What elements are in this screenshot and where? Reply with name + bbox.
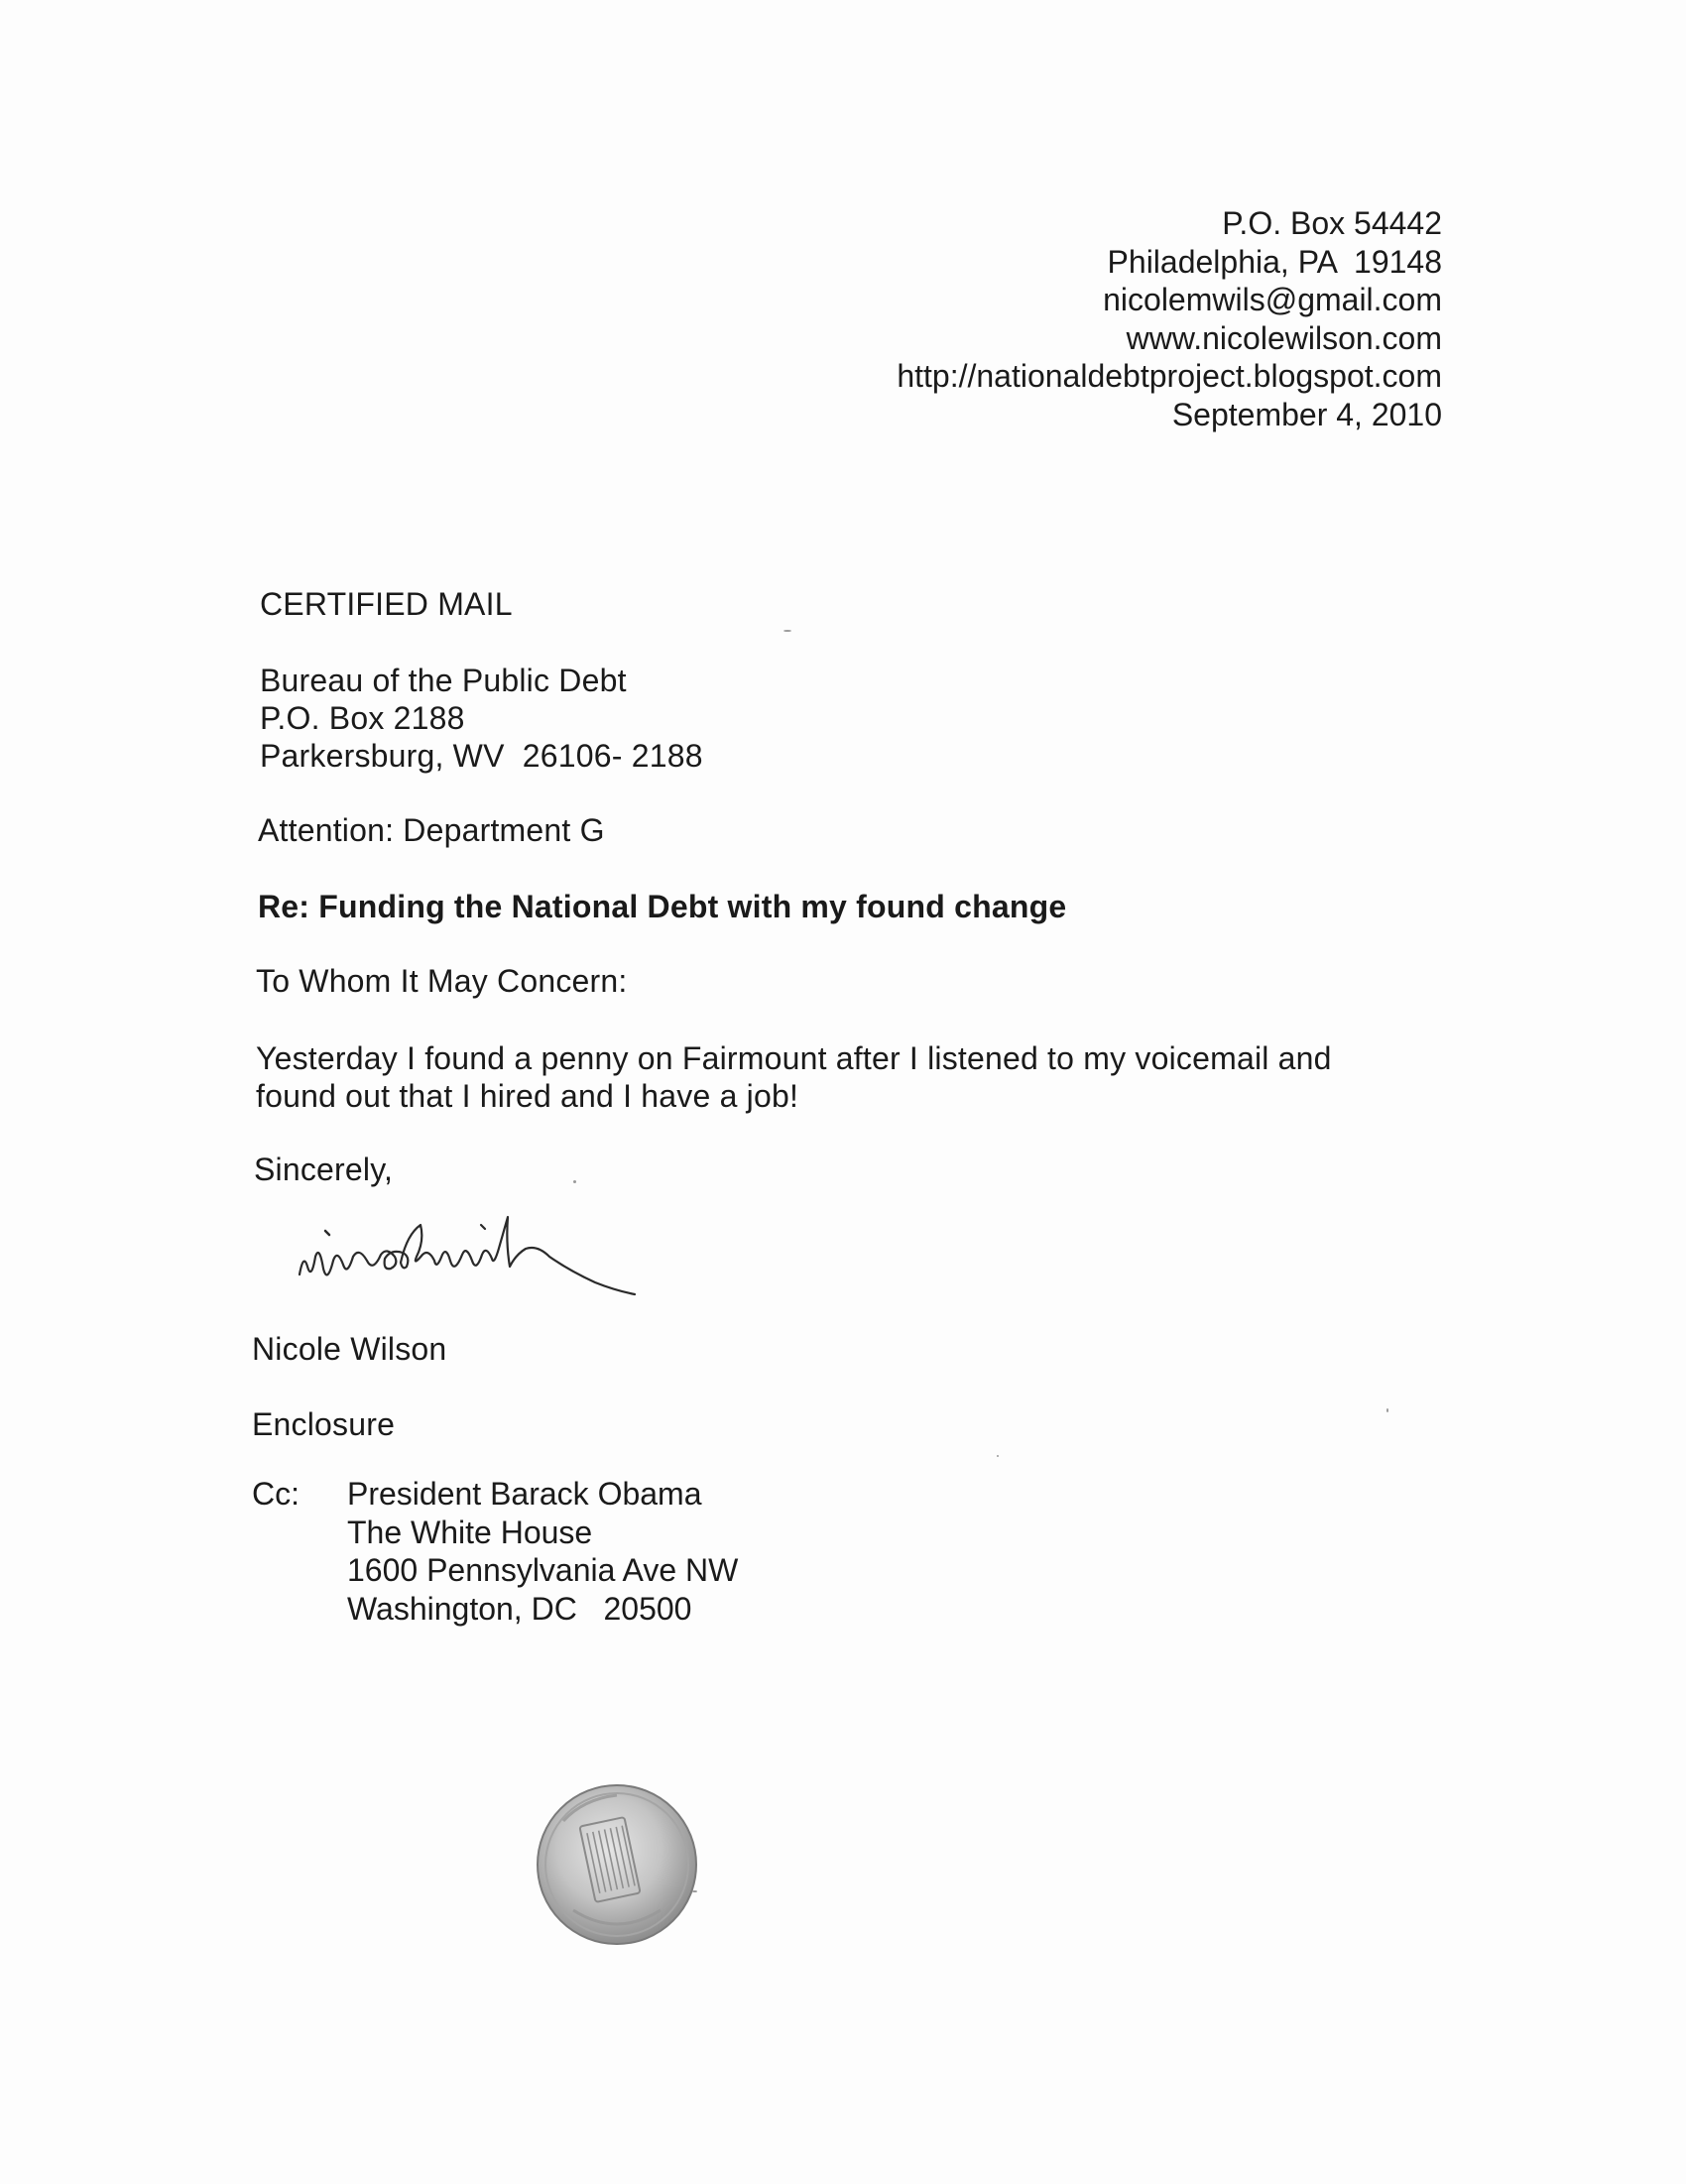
attention-line: Attention: Department G — [258, 812, 605, 848]
scan-speck — [1386, 1408, 1388, 1412]
body-line-2: found out that I hired and I have a job! — [256, 1078, 799, 1114]
cc-label: Cc: — [252, 1476, 300, 1512]
scan-speck — [573, 1180, 576, 1183]
penny-coin-image — [534, 1781, 700, 1948]
signer-name: Nicole Wilson — [252, 1331, 447, 1367]
salutation: To Whom It May Concern: — [256, 963, 628, 999]
sender-city-state: Philadelphia, PA 19148 — [1107, 243, 1442, 280]
cc-address-line-1: The White House — [347, 1514, 593, 1550]
scan-speck — [692, 1890, 697, 1892]
cc-recipient-block — [347, 1475, 738, 1628]
closing: Sincerely, — [254, 1152, 394, 1187]
cc-address-line-3: Washington, DC 20500 — [347, 1590, 692, 1627]
mail-type: CERTIFIED MAIL — [260, 586, 513, 622]
subject-line: Re: Funding the National Debt with my found change — [258, 889, 1067, 924]
recipient-po-box: P.O. Box 2188 — [260, 700, 465, 736]
sender-address-block — [897, 204, 1442, 433]
sender-po-box: P.O. Box 54442 — [1222, 205, 1442, 241]
body-line-1: Yesterday I found a penny on Fairmount after I listened to my voicemail and — [256, 1040, 1332, 1076]
sender-email: nicolemwils@gmail.com — [1103, 282, 1442, 317]
scan-speck — [997, 1455, 999, 1457]
cc-name: President Barack Obama — [347, 1476, 702, 1512]
handwritten-signature — [288, 1195, 764, 1314]
cc-address-line-2: 1600 Pennsylvania Ave NW — [347, 1552, 739, 1588]
enclosure-note: Enclosure — [252, 1406, 396, 1442]
sender-blog: http://nationaldebtproject.blogspot.com — [897, 358, 1442, 394]
letter-date: September 4, 2010 — [1171, 396, 1442, 432]
recipient-city-state: Parkersburg, WV 26106- 2188 — [260, 738, 703, 774]
scan-speck — [783, 630, 791, 632]
recipient-name: Bureau of the Public Debt — [260, 663, 627, 698]
sender-website: www.nicolewilson.com — [1126, 319, 1442, 356]
